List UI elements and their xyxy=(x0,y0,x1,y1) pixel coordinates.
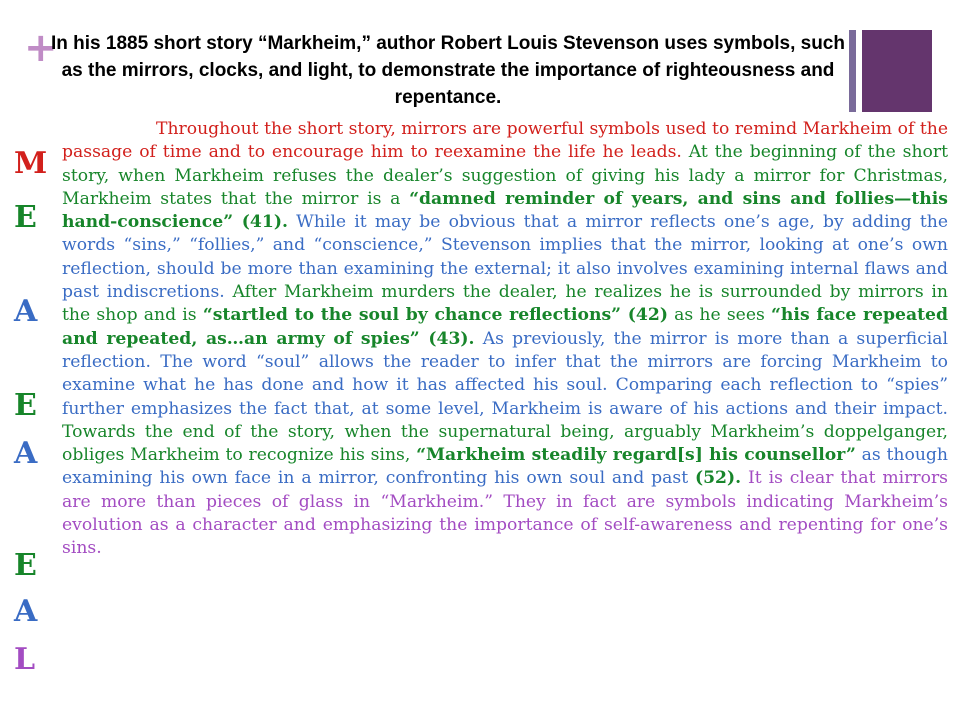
sentence-analysis: as though examining his own face in a mirror, confronting his own soul and past xyxy=(62,445,948,489)
acrostic-letter: A xyxy=(14,294,38,329)
quote: (52). xyxy=(694,468,742,489)
quote: “damned reminder of years, and sins and follies—this hand-conscience” (41). xyxy=(62,188,948,233)
quote: “Markheim steadily regard[s] his counsellor” xyxy=(416,445,856,466)
acrostic-letter: A xyxy=(14,594,38,629)
plus-icon: + xyxy=(24,25,58,71)
acrostic-letter: A xyxy=(14,436,38,471)
sentence-context: Towards the end of the story, when the supernatural being, arguably Markheim’s doppelganger, obliges Markheim to recognize his sins, xyxy=(62,421,948,466)
acrostic-letter: E xyxy=(14,200,37,235)
slide-title: In his 1885 short story “Markheim,” author Robert Louis Stevenson uses symbols, such as the mirrors, clocks, and light, to demonstrate the importance of righteousness and repentance. xyxy=(51,33,845,108)
sentence-conclusion: It is clear that mirrors are more than pieces of glass in “Markheim.” They in fact are symbols indicating Markheim’s evolution as a character and emphasizing the importance of self-awareness and repenting for one’s sins. xyxy=(62,468,948,559)
sentence-analysis: While it may be obvious that a mirror reflects one’s age, by adding the words “sins,” “follies,” and “conscience,” Stevenson implies that the mirror, looking at one’s own reflection, should be more than examining the external; it also involves examining internal flaws and past indiscretions. xyxy=(62,212,948,303)
quote: “startled to the soul by chance reflections” (42) xyxy=(202,305,668,326)
sentence-topic: Throughout the short story, mirrors are powerful symbols used to remind Markheim of the passage of time and to encourage him to reexamine the life he leads. xyxy=(62,119,948,163)
sentence-context: At the beginning of the short story, when Markheim refuses the dealer’s suggestion of giving his lady a mirror for Christmas, Markheim states that the mirror is a xyxy=(62,142,948,209)
quote: “his face repeated and repeated, as…an army of spies” (43). xyxy=(62,305,948,349)
acrostic-letter: E xyxy=(14,388,37,423)
essay-paragraph xyxy=(62,118,948,561)
sentence-context: as he sees xyxy=(667,305,772,326)
sentence-context: After Markheim murders the dealer, he realizes he is surrounded by mirrors in the shop and is xyxy=(62,282,948,326)
acrostic-letter: E xyxy=(14,548,37,583)
sentence-analysis: As previously, the mirror is more than a superficial reflection. The word “soul” allows the reader to infer that the mirrors are forcing Markheim to examine what he has done and how it has affected his soul. Comparing each reflection to “spies” further emphasizes the fact that, at some level, Markheim is aware of his actions and their impact. xyxy=(62,328,948,419)
acrostic-letter: M xyxy=(14,146,48,181)
decorative-bar xyxy=(849,30,856,112)
decorative-block xyxy=(862,30,932,112)
acrostic-letter: L xyxy=(14,642,36,677)
